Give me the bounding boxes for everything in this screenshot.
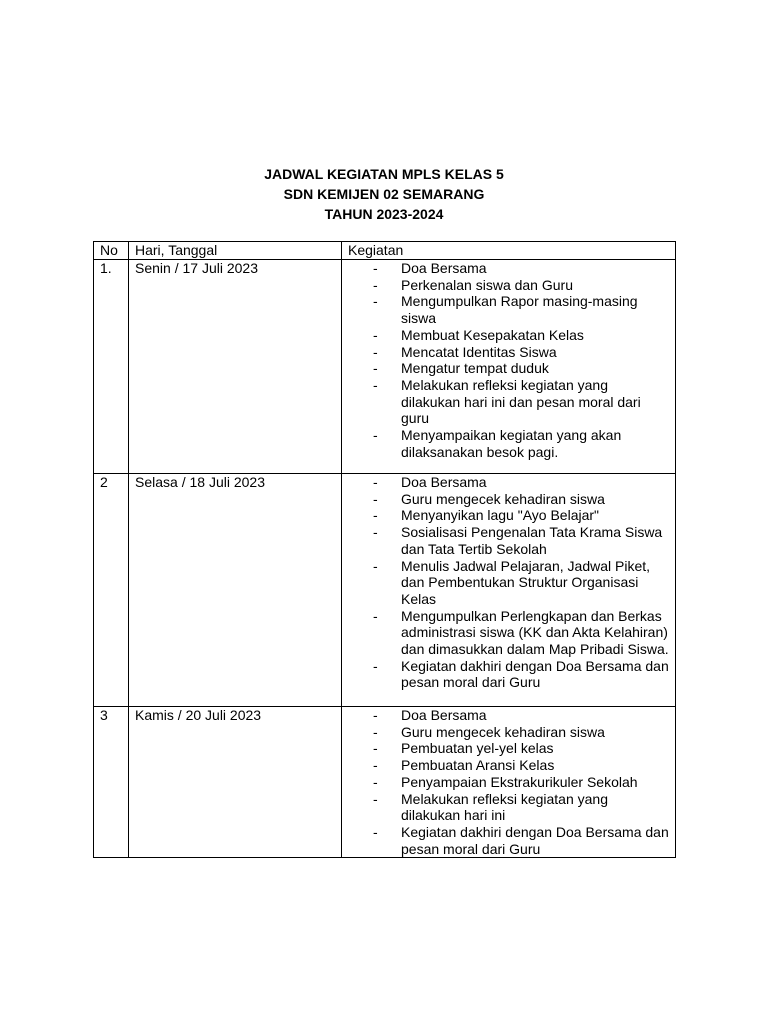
activity-text: Doa Bersama bbox=[401, 707, 487, 723]
row-day-date: Senin / 17 Juli 2023 bbox=[129, 260, 342, 474]
list-item bbox=[373, 707, 669, 724]
list-item bbox=[373, 360, 669, 377]
activity-text: Doa Bersama bbox=[401, 474, 487, 490]
list-item bbox=[373, 524, 669, 557]
schedule-table bbox=[93, 241, 676, 858]
header-activities: Kegiatan bbox=[342, 242, 676, 260]
activity-text: Sosialisasi Pengenalan Tata Krama Siswa dan Tata Tertib Sekolah bbox=[401, 524, 663, 557]
list-item bbox=[373, 824, 669, 857]
title-line-2: SDN KEMIJEN 02 SEMARANG bbox=[283, 186, 485, 202]
activity-text: Mengumpulkan Rapor masing-masing siswa bbox=[401, 293, 638, 327]
bullet-dash: - bbox=[373, 790, 378, 807]
list-item bbox=[373, 474, 669, 491]
bullet-dash: - bbox=[373, 607, 378, 624]
activity-text: Guru mengecek kehadiran siswa bbox=[401, 490, 605, 507]
activity-text: Kegiatan dakhiri dengan Doa Bersama dan pesan moral dari Guru bbox=[401, 823, 669, 857]
header-day-date: Hari, Tanggal bbox=[129, 242, 342, 260]
list-item bbox=[373, 377, 669, 427]
header-no: No bbox=[94, 242, 129, 260]
bullet-dash: - bbox=[373, 260, 378, 276]
list-item bbox=[373, 608, 669, 658]
table-header-row bbox=[94, 242, 676, 260]
row-number: 1. bbox=[94, 260, 129, 474]
list-item bbox=[373, 344, 669, 361]
bullet-dash: - bbox=[373, 773, 378, 790]
list-item bbox=[373, 658, 669, 691]
list-item bbox=[373, 558, 669, 608]
activity-text: Melakukan refleksi kegiatan yang dilakukan hari ini dan pesan moral dari guru bbox=[401, 376, 641, 427]
row-day-date: Selasa / 18 Juli 2023 bbox=[129, 474, 342, 707]
bullet-dash: - bbox=[373, 557, 378, 574]
row-activities bbox=[342, 474, 676, 707]
list-item bbox=[373, 724, 669, 741]
list-item bbox=[373, 507, 669, 524]
table-row bbox=[94, 260, 676, 474]
activity-text: Menyanyikan lagu "Ayo Belajar" bbox=[401, 507, 600, 524]
bullet-dash: - bbox=[373, 360, 378, 377]
row-day-date: Kamis / 20 Juli 2023 bbox=[129, 707, 342, 858]
bullet-dash: - bbox=[373, 326, 378, 343]
title-line-3: TAHUN 2023-2024 bbox=[324, 206, 444, 222]
bullet-dash: - bbox=[373, 823, 378, 840]
list-item bbox=[373, 327, 669, 344]
activity-text: Perkenalan siswa dan Guru bbox=[401, 276, 573, 293]
bullet-dash: - bbox=[373, 740, 378, 757]
bullet-dash: - bbox=[373, 507, 378, 524]
activity-text: Penyampaian Ekstrakurikuler Sekolah bbox=[401, 773, 638, 790]
document-title bbox=[0, 164, 768, 224]
activity-text: Mencatat Identitas Siswa bbox=[401, 343, 557, 360]
row-activities bbox=[342, 707, 676, 858]
activity-text: Doa Bersama bbox=[401, 260, 487, 276]
bullet-dash: - bbox=[373, 657, 378, 674]
bullet-dash: - bbox=[373, 707, 378, 723]
bullet-dash: - bbox=[373, 723, 378, 740]
activity-list bbox=[348, 474, 675, 691]
table-row bbox=[94, 707, 676, 858]
bullet-dash: - bbox=[373, 757, 378, 774]
bullet-dash: - bbox=[373, 343, 378, 360]
bullet-dash: - bbox=[373, 474, 378, 490]
activity-text: Menyampaikan kegiatan yang akan dilaksanakan besok pagi. bbox=[401, 427, 622, 460]
activity-text: Pembuatan Aransi Kelas bbox=[401, 757, 555, 774]
activity-text: Membuat Kesepakatan Kelas bbox=[401, 326, 584, 343]
row-number: 2 bbox=[94, 474, 129, 707]
activity-list bbox=[348, 707, 675, 857]
title-line-1: JADWAL KEGIATAN MPLS KELAS 5 bbox=[264, 166, 504, 182]
activity-text: Mengatur tempat duduk bbox=[401, 360, 549, 377]
list-item bbox=[373, 791, 669, 824]
bullet-dash: - bbox=[373, 490, 378, 507]
list-item bbox=[373, 427, 669, 460]
list-item bbox=[373, 277, 669, 294]
row-activities bbox=[342, 260, 676, 474]
list-item bbox=[373, 740, 669, 757]
activity-text: Melakukan refleksi kegiatan yang dilakukan hari ini bbox=[401, 790, 609, 824]
bullet-dash: - bbox=[373, 293, 378, 310]
activity-list bbox=[348, 260, 675, 460]
list-item bbox=[373, 774, 669, 791]
table-row bbox=[94, 474, 676, 707]
bullet-dash: - bbox=[373, 276, 378, 293]
activity-text: Menulis Jadwal Pelajaran, Jadwal Piket, dan Pembentukan Struktur Organisasi Kelas bbox=[401, 557, 651, 607]
bullet-dash: - bbox=[373, 376, 378, 393]
row-number: 3 bbox=[94, 707, 129, 858]
bullet-dash: - bbox=[373, 524, 378, 541]
activity-text: Mengumpulkan Perlengkapan dan Berkas administrasi siswa (KK dan Akta Kelahiran) dan dimasukkan dalam Map Pribadi Siswa. bbox=[401, 607, 669, 658]
activity-text: Pembuatan yel-yel kelas bbox=[401, 740, 554, 757]
list-item bbox=[373, 293, 669, 326]
activity-text: Guru mengecek kehadiran siswa bbox=[401, 723, 605, 740]
activity-text: Kegiatan dakhiri dengan Doa Bersama dan pesan moral dari Guru bbox=[401, 657, 669, 691]
list-item bbox=[373, 757, 669, 774]
bullet-dash: - bbox=[373, 427, 378, 444]
list-item bbox=[373, 491, 669, 508]
list-item bbox=[373, 260, 669, 277]
